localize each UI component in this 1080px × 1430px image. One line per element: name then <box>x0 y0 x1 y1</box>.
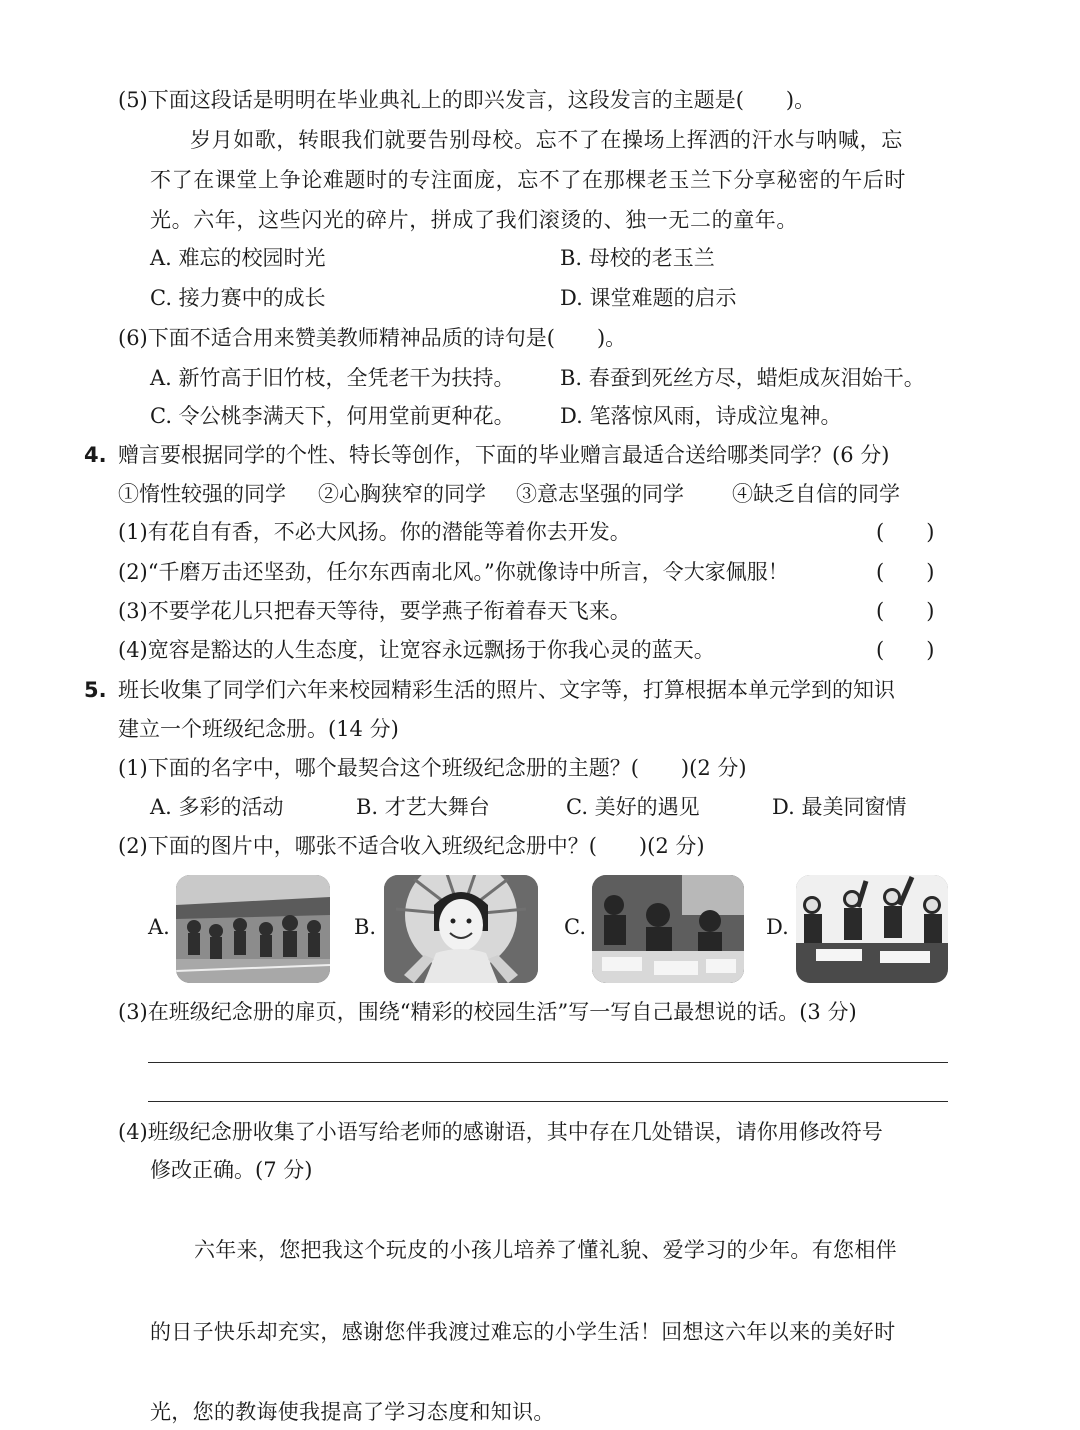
q4-item-1: (1)有花自有香，不必大风扬。你的潜能等着你去开发。 <box>118 520 631 544</box>
q4-number: 4. <box>84 443 107 467</box>
q4-item-3-answer-blank[interactable]: ( ) <box>876 599 935 623</box>
letter-line-1: 六年来，您把我这个玩皮的小孩儿培养了懂礼貌、爱学习的少年。有您相伴 <box>194 1238 897 1262</box>
q4-choice-2: ②心胸狭窄的同学 <box>318 482 486 506</box>
photo-d-label: D. <box>766 915 789 939</box>
photo-c-label: C. <box>564 915 586 939</box>
q5-1-option-b: B. 才艺大舞台 <box>356 795 490 819</box>
q3-5-passage-line-1: 岁月如歌，转眼我们就要告别母校。忘不了在操场上挥洒的汗水与呐喊，忘 <box>190 128 903 152</box>
q4-choice-3: ③意志坚强的同学 <box>516 482 684 506</box>
q4-choice-1: ①惰性较强的同学 <box>118 482 286 506</box>
q5-4-stem-line-1: (4)班级纪念册收集了小语写给老师的感谢语，其中存在几处错误，请你用修改符号 <box>118 1120 883 1144</box>
q4-stem: 赠言要根据同学的个性、特长等创作，下面的毕业赠言最适合送给哪类同学？(6 分) <box>118 443 890 467</box>
q3-6-option-a: A. 新竹高于旧竹枝，全凭老干为扶持。 <box>150 366 515 390</box>
q4-item-2: (2)“千磨万击还坚劲，任尔东西南北风。”你就像诗中所言，令大家佩服！ <box>118 560 789 584</box>
q5-3-answer-line-1[interactable] <box>148 1062 948 1063</box>
q5-4-stem-line-2: 修改正确。(7 分) <box>150 1158 313 1182</box>
letter-line-3: 光，您的教诲使我提高了学习态度和知识。 <box>150 1400 555 1424</box>
photo-a-sports-field-image <box>176 875 330 983</box>
photo-b-girl-portrait-image <box>384 875 538 983</box>
q5-1-stem: (1)下面的名字中，哪个最契合这个班级纪念册的主题？( )(2 分) <box>118 756 747 780</box>
q3-5-passage-line-3: 光。六年，这些闪光的碎片，拼成了我们滚烫的、独一无二的童年。 <box>150 208 798 232</box>
q4-item-2-answer-blank[interactable]: ( ) <box>876 560 935 584</box>
q4-choice-4: ④缺乏自信的同学 <box>732 482 900 506</box>
q4-item-1-answer-blank[interactable]: ( ) <box>876 520 935 544</box>
q5-number: 5. <box>84 678 107 702</box>
q5-3-stem: (3)在班级纪念册的扉页，围绕“精彩的校园生活”写一写自己最想说的话。(3 分) <box>118 1000 857 1024</box>
q5-1-option-a: A. 多彩的活动 <box>150 795 284 819</box>
q5-1-option-d: D. 最美同窗情 <box>772 795 907 819</box>
q5-1-option-c: C. 美好的遇见 <box>566 795 700 819</box>
q3-5-option-c: C. 接力赛中的成长 <box>150 286 326 310</box>
letter-line-2: 的日子快乐却充实，感谢您伴我渡过难忘的小学生活！回想这六年以来的美好时 <box>150 1320 896 1344</box>
q5-stem-line-2: 建立一个班级纪念册。(14 分) <box>118 717 399 741</box>
q3-5-passage-line-2: 不了在课堂上争论难题时的专注面庞，忘不了在那棵老玉兰下分享秘密的午后时 <box>150 168 906 192</box>
q3-5-option-a: A. 难忘的校园时光 <box>150 246 326 270</box>
q4-item-4-answer-blank[interactable]: ( ) <box>876 638 935 662</box>
q3-6-option-d: D. 笔落惊风雨，诗成泣鬼神。 <box>560 404 842 428</box>
q3-6-option-c: C. 令公桃李满天下，何用堂前更种花。 <box>150 404 515 428</box>
photo-b-label: B. <box>354 915 377 939</box>
q5-3-answer-line-2[interactable] <box>148 1101 948 1102</box>
q3-5-option-d: D. 课堂难题的启示 <box>560 286 737 310</box>
photo-c-classroom-image <box>592 875 744 983</box>
q5-stem-line-1: 班长收集了同学们六年来校园精彩生活的照片、文字等，打算根据本单元学到的知识 <box>118 678 895 702</box>
q3-5-option-b: B. 母校的老玉兰 <box>560 246 715 270</box>
photo-d-students-raising-hands-image <box>796 875 948 983</box>
photo-a-label: A. <box>148 915 170 939</box>
q4-item-4: (4)宽容是豁达的人生态度，让宽容永远飘扬于你我心灵的蓝天。 <box>118 638 715 662</box>
q3-6-stem: (6)下面不适合用来赞美教师精神品质的诗句是( )。 <box>118 326 627 350</box>
q3-6-option-b: B. 春蚕到死丝方尽，蜡炬成灰泪始干。 <box>560 366 925 390</box>
q3-5-stem: (5)下面这段话是明明在毕业典礼上的即兴发言，这段发言的主题是( )。 <box>118 88 816 112</box>
q5-2-stem: (2)下面的图片中，哪张不适合收入班级纪念册中？( )(2 分) <box>118 834 705 858</box>
q4-item-3: (3)不要学花儿只把春天等待，要学燕子衔着春天飞来。 <box>118 599 631 623</box>
